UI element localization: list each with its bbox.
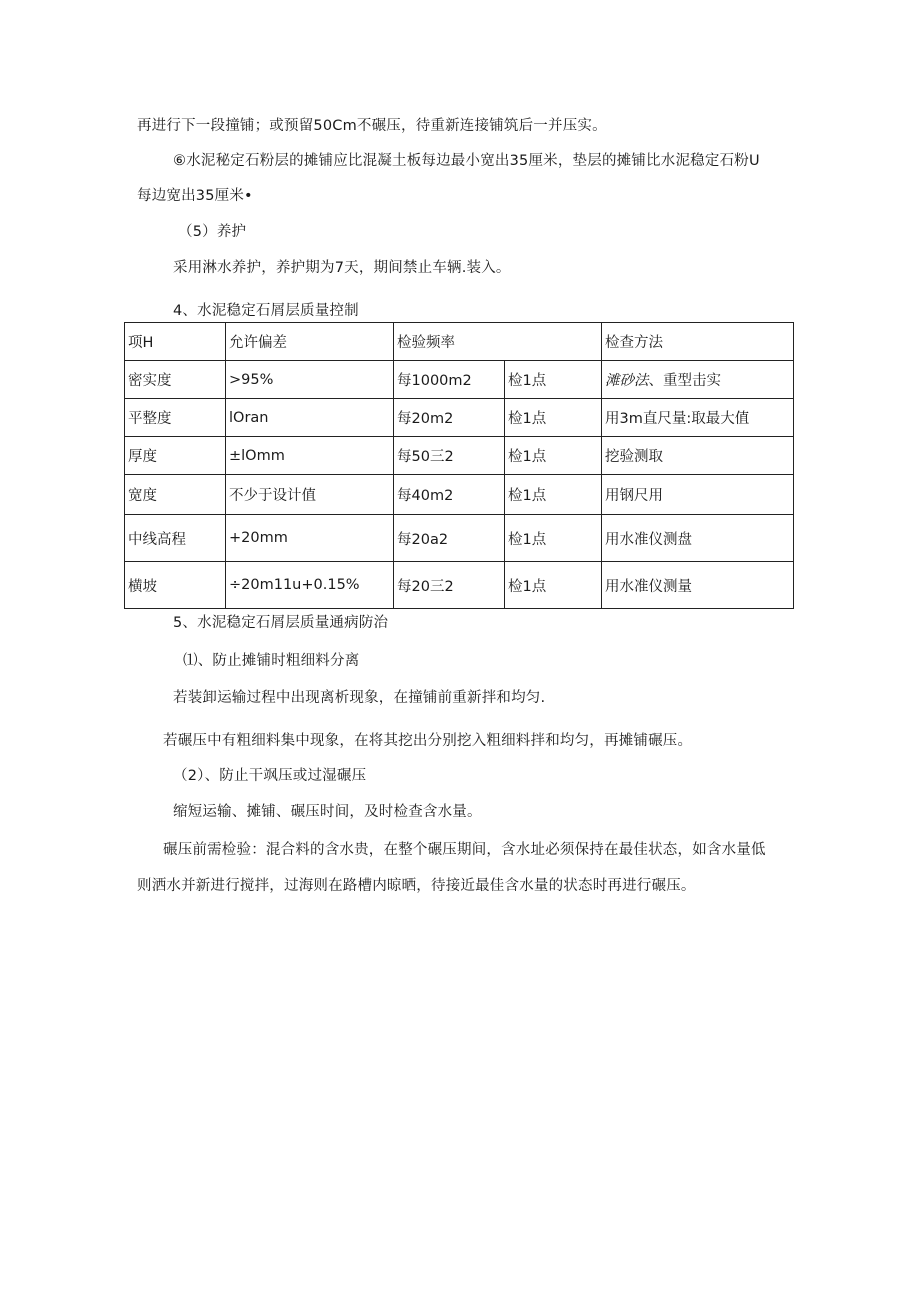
cell-tolerance: +20mm (226, 515, 394, 562)
cell-tolerance: lOran (226, 399, 394, 437)
cell-item: 平整度 (125, 399, 226, 437)
heading-quality-control: 4、水泥稳定石屑层质量控制 (173, 303, 359, 319)
cell-item: 中线高程 (125, 515, 226, 562)
cell-tolerance: ÷20m11u+0.15% (226, 562, 394, 609)
cell-method: 用钢尺用 (602, 475, 794, 515)
table-row (125, 515, 794, 562)
paragraph-moisture-3: 则洒水并新进行搅拌，过海则在路槽内晾晒，待接近最佳含水量的状态时再进行碾压。 (137, 878, 696, 894)
cell-method: 用水准仪测量 (602, 562, 794, 609)
cell-freq-points: 检1点 (505, 475, 602, 515)
table-row (125, 437, 794, 475)
method-sand-cone: 滩砂法 (605, 373, 649, 389)
cell-freq-points: 检1点 (505, 515, 602, 562)
cell-freq-points: 检1点 (505, 437, 602, 475)
heading-common-defects: 5、水泥稳定石屑层质量通病防治 (173, 615, 389, 631)
paragraph-segregation-2: 若碾压中有粗细料集中现象，在将其挖出分别挖入粗细料拌和均匀，再摊铺碾压。 (163, 733, 693, 749)
cell-freq-range: 每20m2 (394, 399, 505, 437)
quality-control-table (124, 322, 794, 609)
cell-method (602, 361, 794, 399)
cell-item: 宽度 (125, 475, 226, 515)
cell-item: 厚度 (125, 437, 226, 475)
table-row (125, 475, 794, 515)
table-row (125, 399, 794, 437)
cell-freq-points: 检1点 (505, 361, 602, 399)
cell-freq-range: 每20a2 (394, 515, 505, 562)
cell-freq-range: 每50三2 (394, 437, 505, 475)
cell-freq-range: 每40m2 (394, 475, 505, 515)
paragraph-paving-width-cont: 每边宽出35厘米• (137, 188, 253, 204)
table-row (125, 562, 794, 609)
cell-freq-range: 每1000m2 (394, 361, 505, 399)
table-row (125, 361, 794, 399)
cell-item: 密实度 (125, 361, 226, 399)
heading-curing: （5）养护 (178, 224, 247, 240)
method-compaction: 、重型击实 (648, 373, 721, 389)
cell-tolerance: 不少于设计值 (226, 475, 394, 515)
heading-moisture: （2）、防止干飒压或过湿碾压 (173, 768, 367, 784)
heading-segregation: ⑴、防止摊铺时粗细料分离 (183, 653, 360, 669)
header-frequency: 检验频率 (394, 323, 602, 361)
cell-item: 横坡 (125, 562, 226, 609)
cell-method: 用3m直尺量:取最大值 (602, 399, 794, 437)
paragraph-paving-continue: 再进行下一段撞铺；或预留50Cm不碾压，待重新连接铺筑后一并压实。 (137, 118, 607, 134)
cell-tolerance: ±lOmm (226, 437, 394, 475)
header-tolerance: 允许偏差 (226, 323, 394, 361)
paragraph-moisture-2: 碾压前需检验：混合料的含水贵，在整个碾压期间，含水址必须保持在最佳状态，如含水量低 (163, 842, 766, 858)
header-item: 项H (125, 323, 226, 361)
paragraph-curing: 采用淋水养护，养护期为7天，期间禁止车辆.装入。 (173, 260, 511, 276)
cell-method: 用水准仪测盘 (602, 515, 794, 562)
header-method: 检查方法 (602, 323, 794, 361)
paragraph-segregation-1: 若装卸运输过程中出现离析现象，在撞铺前重新拌和均匀. (173, 690, 546, 706)
cell-tolerance: >95% (226, 361, 394, 399)
cell-freq-points: 检1点 (505, 562, 602, 609)
cell-freq-range: 每20三2 (394, 562, 505, 609)
paragraph-moisture-1: 缩短运输、摊铺、碾压时间，及时检查含水量。 (173, 804, 482, 820)
paragraph-paving-width: ⑥水泥秘定石粉层的摊铺应比混凝土板每边最小宽出35厘米，垫层的摊铺比水泥稳定石粉U (173, 153, 760, 169)
cell-method: 挖验测取 (602, 437, 794, 475)
cell-freq-points: 检1点 (505, 399, 602, 437)
table-header-row (125, 323, 794, 361)
